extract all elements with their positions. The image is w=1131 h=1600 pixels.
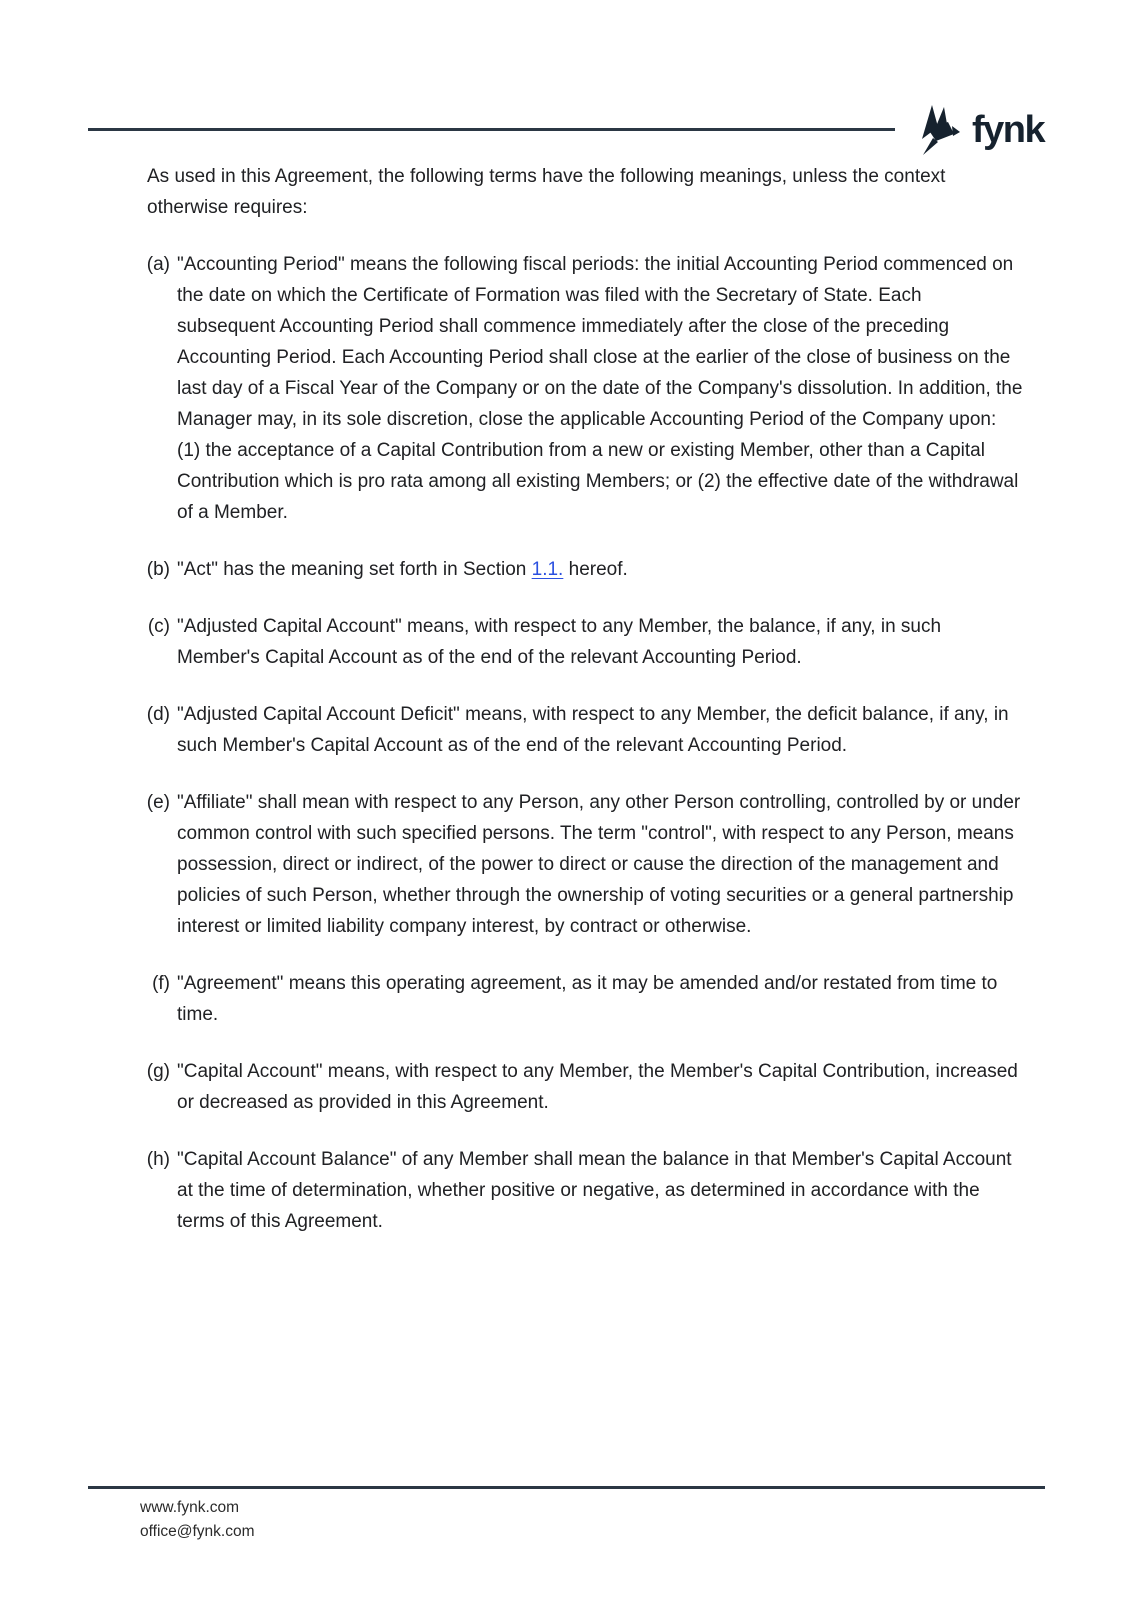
fynk-logo [920,104,1044,156]
document-body [147,161,1024,1237]
definition-text-segment: "Adjusted Capital Account" means, with respect to any Member, the balance, if any, in such Member's Capital Account as of the end of the relevant Accounting Period. [177,616,942,668]
definition-item [141,554,1024,585]
footer-rule [88,1486,1045,1489]
definition-text-segment: "Capital Account" means, with respect to any Member, the Member's Capital Contribution, increased or decreased as provided in this Agreement. [177,1061,1018,1113]
definition-label: (a) [146,254,170,275]
definition-text-segment: "Adjusted Capital Account Deficit" means, with respect to any Member, the deficit balance, if any, in such Member's Capital Account as of the end of the relevant Accounting Period. [177,704,1009,756]
definition-label: (h) [146,1149,170,1170]
definition-text [177,1144,1023,1237]
definition-item [141,1144,1024,1237]
definition-text-segment: "Accounting Period" means the following fiscal periods: the initial Accounting Period commenced on the date on which the Certificate of Formation was filed with the Secretary of State. Each subsequent Accounting Period shall commence immediately after the close of the preceding Accounting Period. Each Accounting Period shall close at the earlier of the close of business on the last day of a Fiscal Year of the Company or on the date of the Company's dissolution. In addition, the Manager may, in its sole discretion, close the applicable Accounting Period of the Company upon: (1) the acceptance of a Capital Contribution from a new or existing Member, other than a Capital Contribution which is pro rata among all existing Members; or (2) the effective date of the withdrawal of a Member. [177,254,1023,523]
definition-text-segment: "Act" has the meaning set forth in Section [177,559,532,580]
definition-text-segment: "Affiliate" shall mean with respect to any Person, any other Person controlling, controlled by or under common control with such specified persons. The term "control", with respect to any Person, means possession, direct or indirect, of the power to direct or cause the direction of the management and policies of such Person, whether through the ownership of voting securities or a general partnership interest or limited liability company interest, by contract or otherwise. [177,792,1021,937]
definition-text [177,968,1023,1030]
definition-label: (e) [146,792,170,813]
definition-label: (g) [146,1061,170,1082]
definition-text [177,699,1023,761]
definition-label: (c) [147,616,170,637]
definition-item [141,1056,1024,1118]
footer [140,1496,255,1544]
origami-crane-icon [920,104,960,156]
section-reference-link[interactable]: 1.1. [531,559,564,580]
definition-label: (d) [146,704,170,725]
definition-label: (f) [152,973,170,994]
definition-text [177,787,1023,942]
footer-website: www.fynk.com [140,1499,240,1516]
brand-wordmark: fynk [972,109,1045,151]
header-rule [88,128,895,131]
definition-text [177,554,1023,585]
definition-item [141,787,1024,942]
definition-item [141,968,1024,1030]
intro-paragraph: As used in this Agreement, the following terms have the following meanings, unless the context otherwise requires: [147,166,946,218]
definition-item [141,249,1024,528]
definition-text-segment: "Agreement" means this operating agreement, as it may be amended and/or restated from time to time. [177,973,998,1025]
definition-text-segment: "Capital Account Balance" of any Member shall mean the balance in that Member's Capital Account at the time of determination, whether positive or negative, as determined in accordance with the terms of this Agreement. [177,1149,1012,1232]
definition-item [141,611,1024,673]
footer-email: office@fynk.com [140,1523,255,1540]
definition-label: (b) [146,559,170,580]
definition-text-segment: hereof. [563,559,628,580]
definition-text [177,249,1023,528]
definition-text [177,1056,1023,1118]
definitions-list [147,249,1024,1237]
definition-text [177,611,1023,673]
definition-item [141,699,1024,761]
